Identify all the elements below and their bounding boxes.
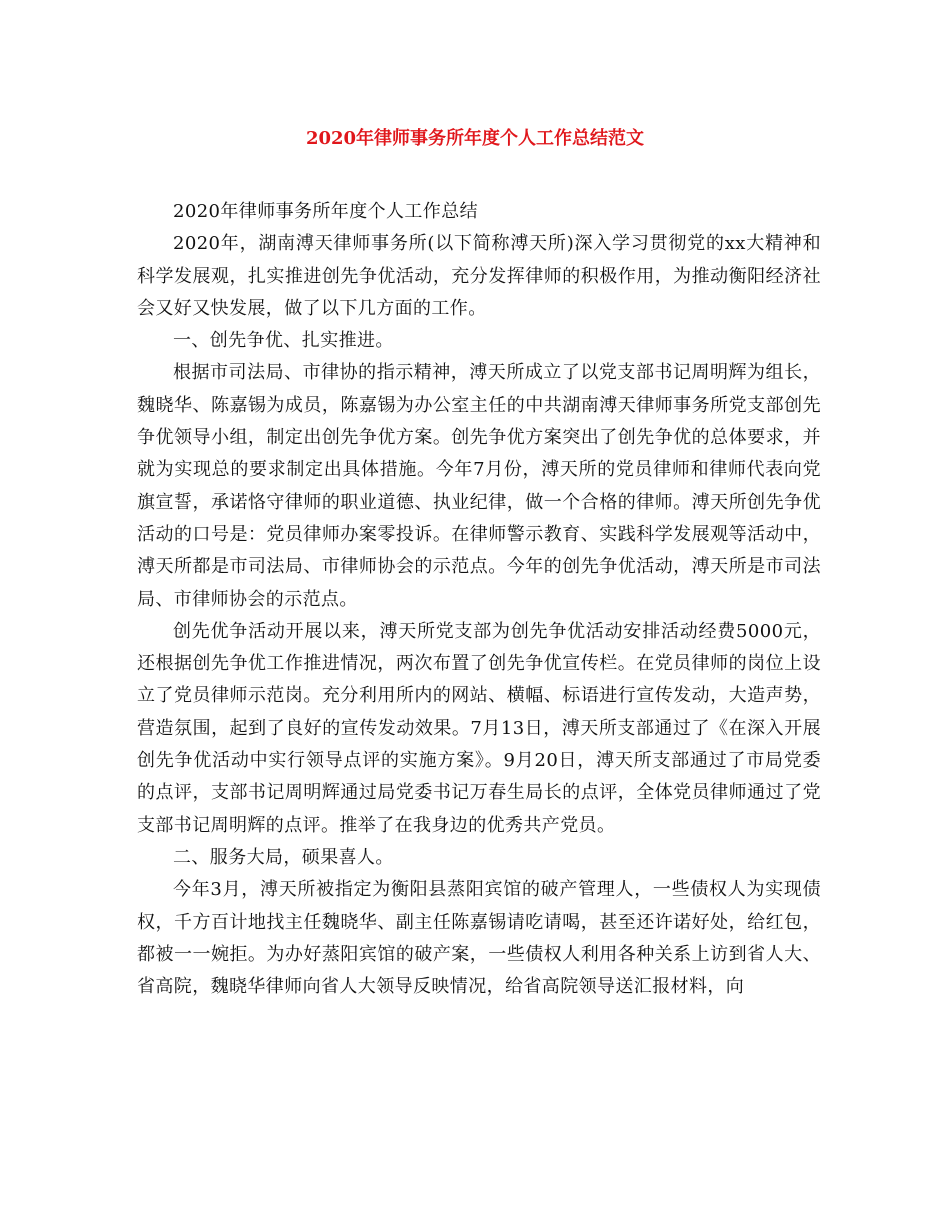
- subtitle-paragraph: 2020年律师事务所年度个人工作总结: [173, 201, 479, 222]
- intro-paragraph: 2020年，湖南溥天律师事务所(以下简称溥天所)深入学习贯彻党的xx大精神和科学发展观，扎实推进创先争优活动，充分发挥律师的积极作用，为推动衡阳经济社会又好又快发展，做了以下几方面的工作。: [137, 233, 821, 319]
- document-body: [137, 196, 821, 1003]
- body-paragraph: 创先优争活动开展以来，溥天所党支部为创先争优活动安排活动经费5000元，还根据创先争优工作推进情况，两次布置了创先争优宣传栏。在党员律师的岗位上设立了党员律师示范岗。充分利用所内的网站、横幅、标语进行宣传发动，大造声势，营造氛围，起到了良好的宣传发动效果。7月13日，溥天所支部通过了《在深入开展创先争优活动中实行领导点评的实施方案》。9月20日，溥天所支部通过了市局党委的点评，支部书记周明辉通过局党委书记万春生局长的点评，全体党员律师通过了党支部书记周明辉的点评。推举了在我身边的优秀共产党员。: [137, 620, 821, 836]
- body-paragraph: 今年3月，溥天所被指定为衡阳县蒸阳宾馆的破产管理人，一些债权人为实现债权，千方百计地找主任魏晓华、副主任陈嘉锡请吃请喝，甚至还许诺好处，给红包，都被一一婉拒。为办好蒸阳宾馆的破产案，一些债权人利用各种关系上访到省人大、省高院，魏晓华律师向省人大领导反映情况，给省高院领导送汇报材料，向: [137, 879, 821, 998]
- section-heading-2: 二、服务大局，硕果喜人。: [173, 846, 394, 868]
- body-paragraph: 根据市司法局、市律协的指示精神，溥天所成立了以党支部书记周明辉为组长，魏晓华、陈嘉锡为成员，陈嘉锡为办公室主任的中共湖南溥天律师事务所党支部创先争优领导小组，制定出创先争优方案。创先争优方案突出了创先争优的总体要求，并就为实现总的要求制定出具体措施。今年7月份，溥天所的党员律师和律师代表向党旗宣誓，承诺恪守律师的职业道德、执业纪律，做一个合格的律师。溥天所创先争优活动的口号是：党员律师办案零投诉。在律师警示教育、实践科学发展观等活动中，溥天所都是市司法局、市律师协会的示范点。今年的创先争优活动，溥天所是市司法局、市律师协会的示范点。: [137, 362, 821, 610]
- document-title: 2020年律师事务所年度个人工作总结范文: [305, 128, 645, 149]
- section-heading-1: 一、创先争优、扎实推进。: [173, 330, 394, 352]
